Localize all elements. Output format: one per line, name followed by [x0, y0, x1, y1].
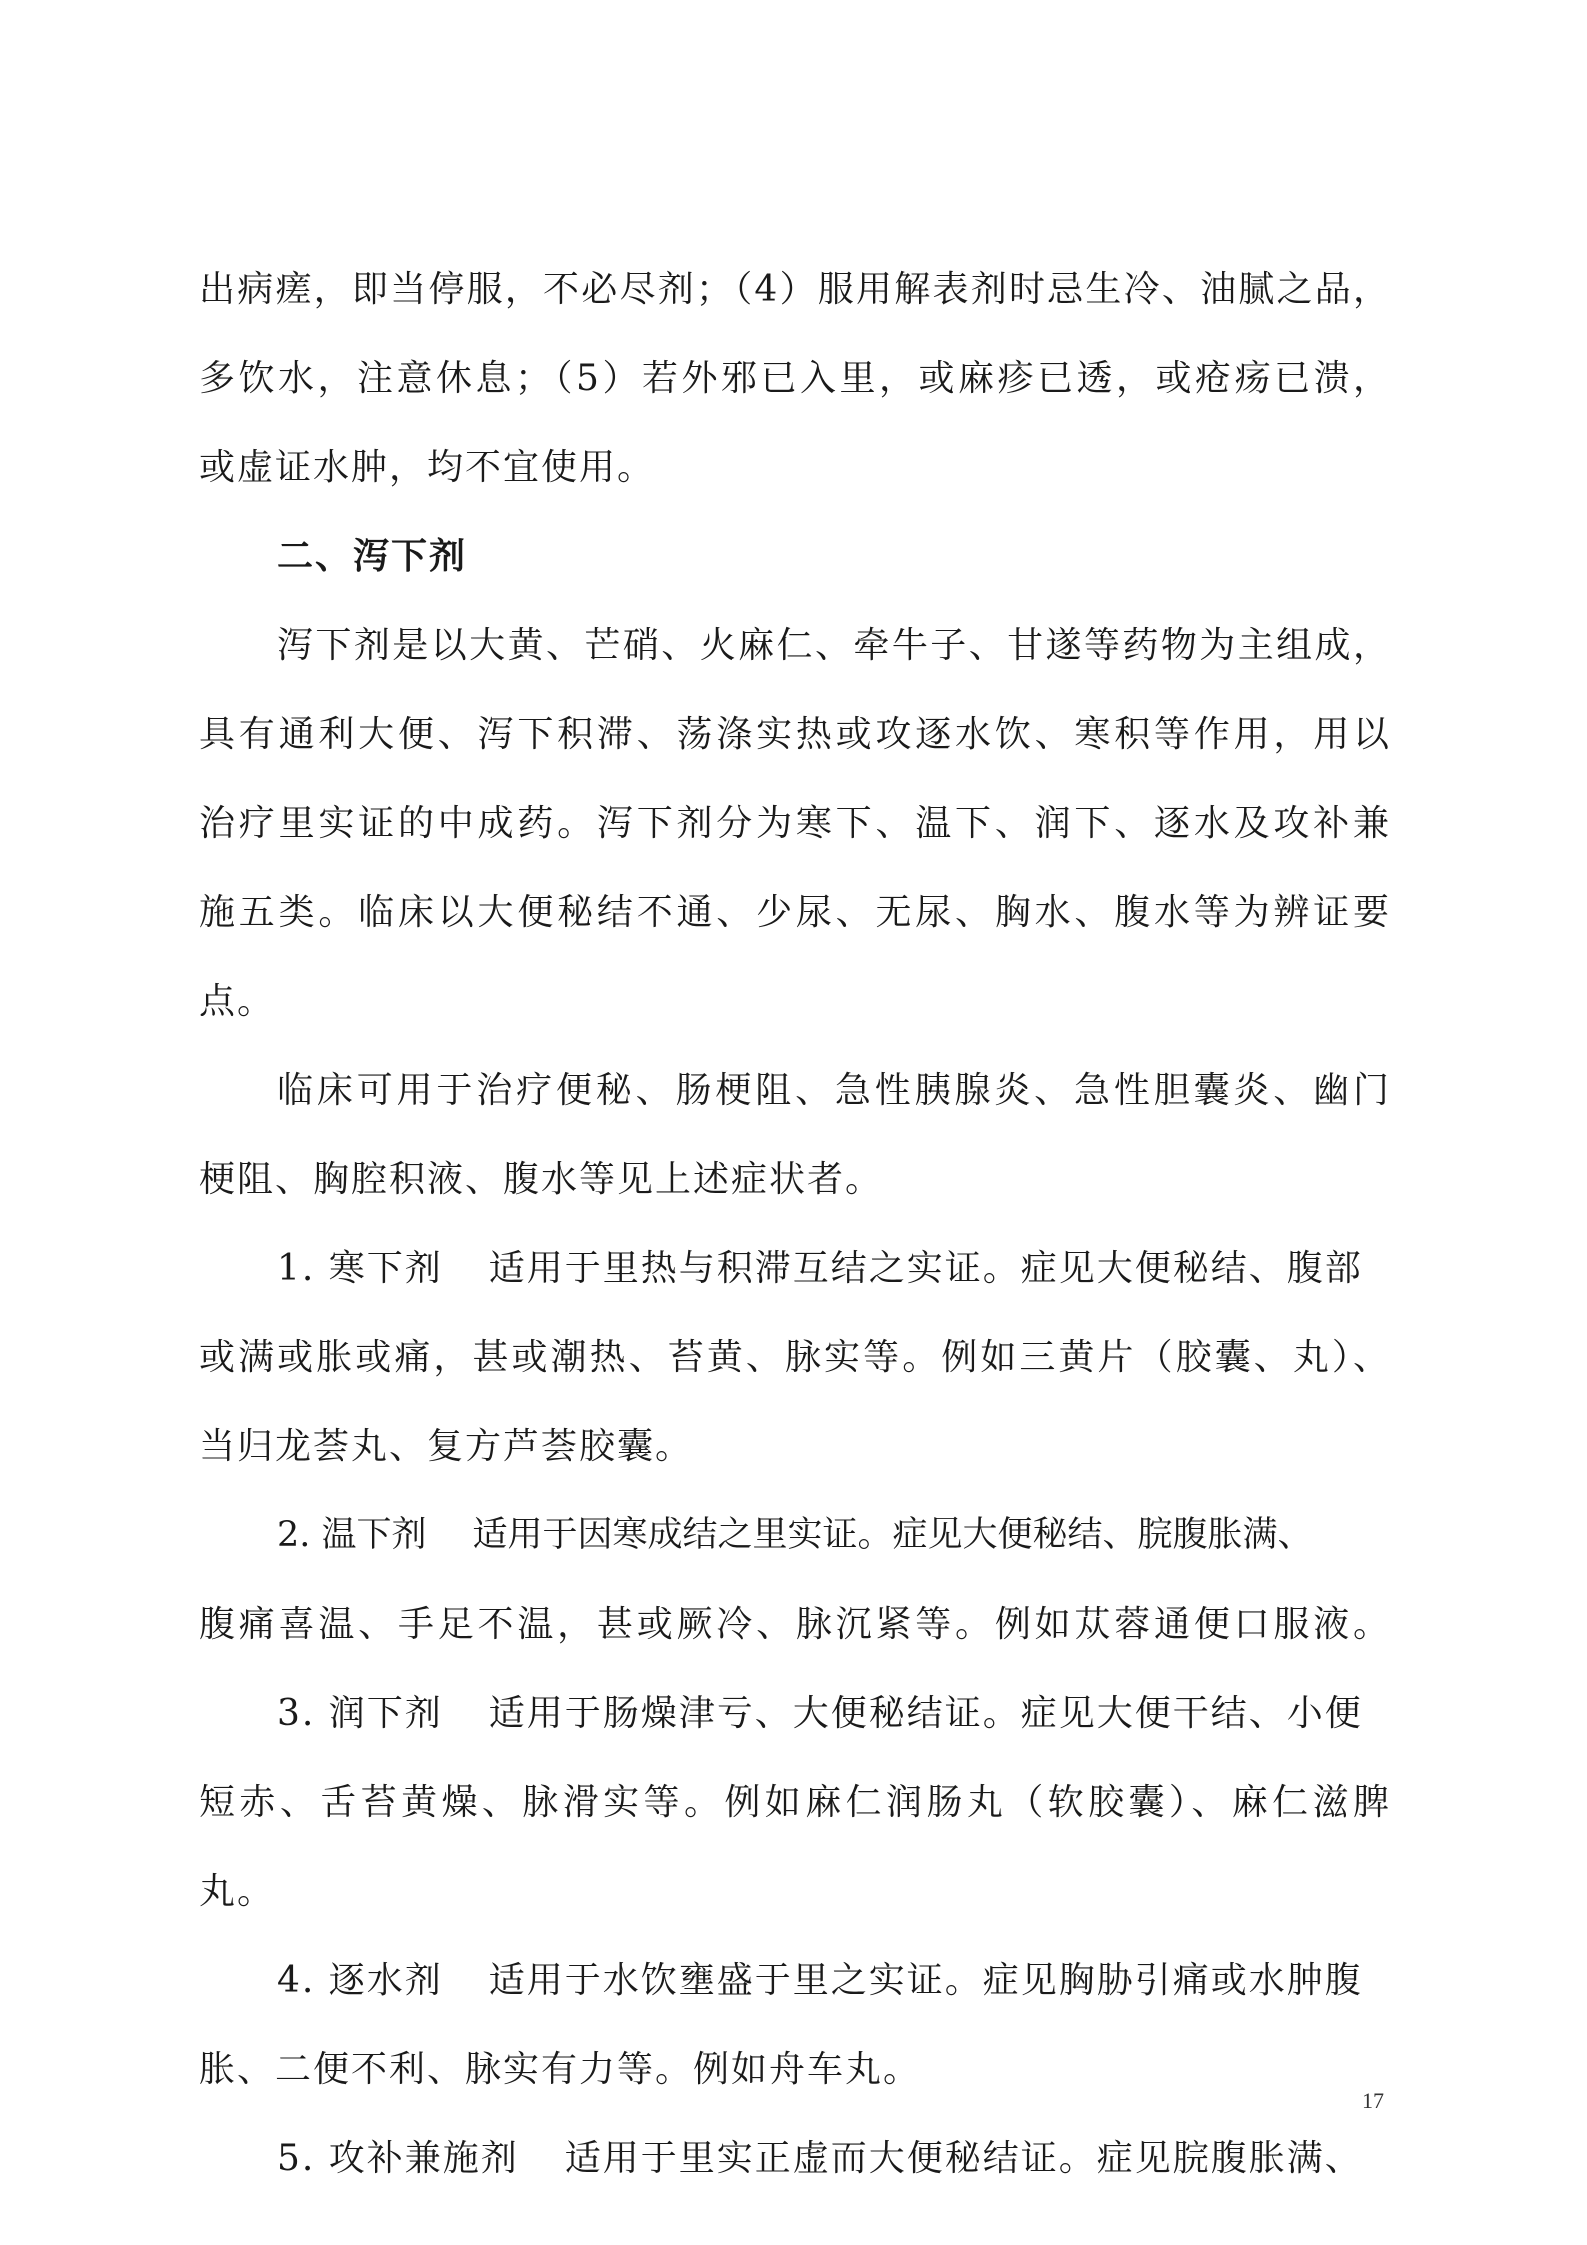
- text-line: 治疗里实证的中成药。泻下剂分为寒下、温下、润下、逐水及攻补兼: [199, 803, 1391, 844]
- item-text: 适用于水饮壅盛于里之实证。症见胸胁引痛或水肿腹: [488, 1960, 1363, 2001]
- item-label: 4. 逐水剂: [277, 1960, 443, 2001]
- text-line: 或满或胀或痛，甚或潮热、苔黄、脉实等。例如三黄片（胶囊、丸）、: [199, 1337, 1391, 1378]
- text-line: 胀、二便不利、脉实有力等。例如舟车丸。: [199, 2049, 922, 2090]
- text-line: 或虚证水肿，均不宜使用。: [199, 447, 656, 488]
- text-line: 短赤、舌苔黄燥、脉滑实等。例如麻仁润肠丸（软胶囊）、麻仁滋脾: [199, 1782, 1391, 1823]
- item-text: 适用于里实正虚而大便秘结证。症见脘腹胀满、: [564, 2138, 1363, 2179]
- text-line: 出病瘥，即当停服，不必尽剂；（4）服用解表剂时忌生冷、油腻之品，: [199, 269, 1391, 310]
- section-heading: 二、泻下剂: [277, 536, 468, 577]
- list-item-first-line: [199, 1669, 1391, 1758]
- list-item-first-line: [199, 2114, 1391, 2203]
- text-line: 多饮水，注意休息；（5）若外邪已入里，或麻疹已透，或疮疡已溃，: [199, 358, 1391, 399]
- item-label: 2. 温下剂: [277, 1515, 427, 1555]
- text-line: 具有通利大便、泻下积滞、荡涤实热或攻逐水饮、寒积等作用，用以: [199, 714, 1391, 755]
- list-item-first-line: [199, 1491, 1391, 1580]
- text-line: 当归龙荟丸、复方芦荟胶囊。: [199, 1426, 694, 1467]
- item-text: 适用于肠燥津亏、大便秘结证。症见大便干结、小便: [488, 1693, 1363, 1734]
- item-label: 5. 攻补兼施剂: [277, 2138, 519, 2179]
- item-label: 3. 润下剂: [277, 1693, 443, 1734]
- paragraph-first-line: 泻下剂是以大黄、芒硝、火麻仁、牵牛子、甘遂等药物为主组成，: [277, 625, 1391, 666]
- paragraph-first-line: 临床可用于治疗便秘、肠梗阻、急性胰腺炎、急性胆囊炎、幽门: [277, 1070, 1391, 1111]
- item-text: 适用于因寒成结之里实证。症见大便秘结、脘腹胀满、: [472, 1515, 1313, 1555]
- list-item-first-line: [199, 1936, 1391, 2025]
- list-item-first-line: [199, 1224, 1391, 1313]
- page-number: 17: [1362, 2088, 1384, 2113]
- item-text: 适用于里热与积滞互结之实证。症见大便秘结、腹部: [488, 1248, 1363, 1289]
- text-line: 腹痛喜温、手足不温，甚或厥冷、脉沉紧等。例如苁蓉通便口服液。: [199, 1604, 1391, 1645]
- body-text: [199, 245, 1391, 2203]
- text-line: 梗阻、胸腔积液、腹水等见上述症状者。: [199, 1159, 884, 1200]
- item-label: 1. 寒下剂: [277, 1248, 443, 1289]
- text-line: 点。: [199, 981, 276, 1022]
- text-line: 施五类。临床以大便秘结不通、少尿、无尿、胸水、腹水等为辨证要: [199, 892, 1391, 933]
- text-line: 丸。: [199, 1871, 276, 1912]
